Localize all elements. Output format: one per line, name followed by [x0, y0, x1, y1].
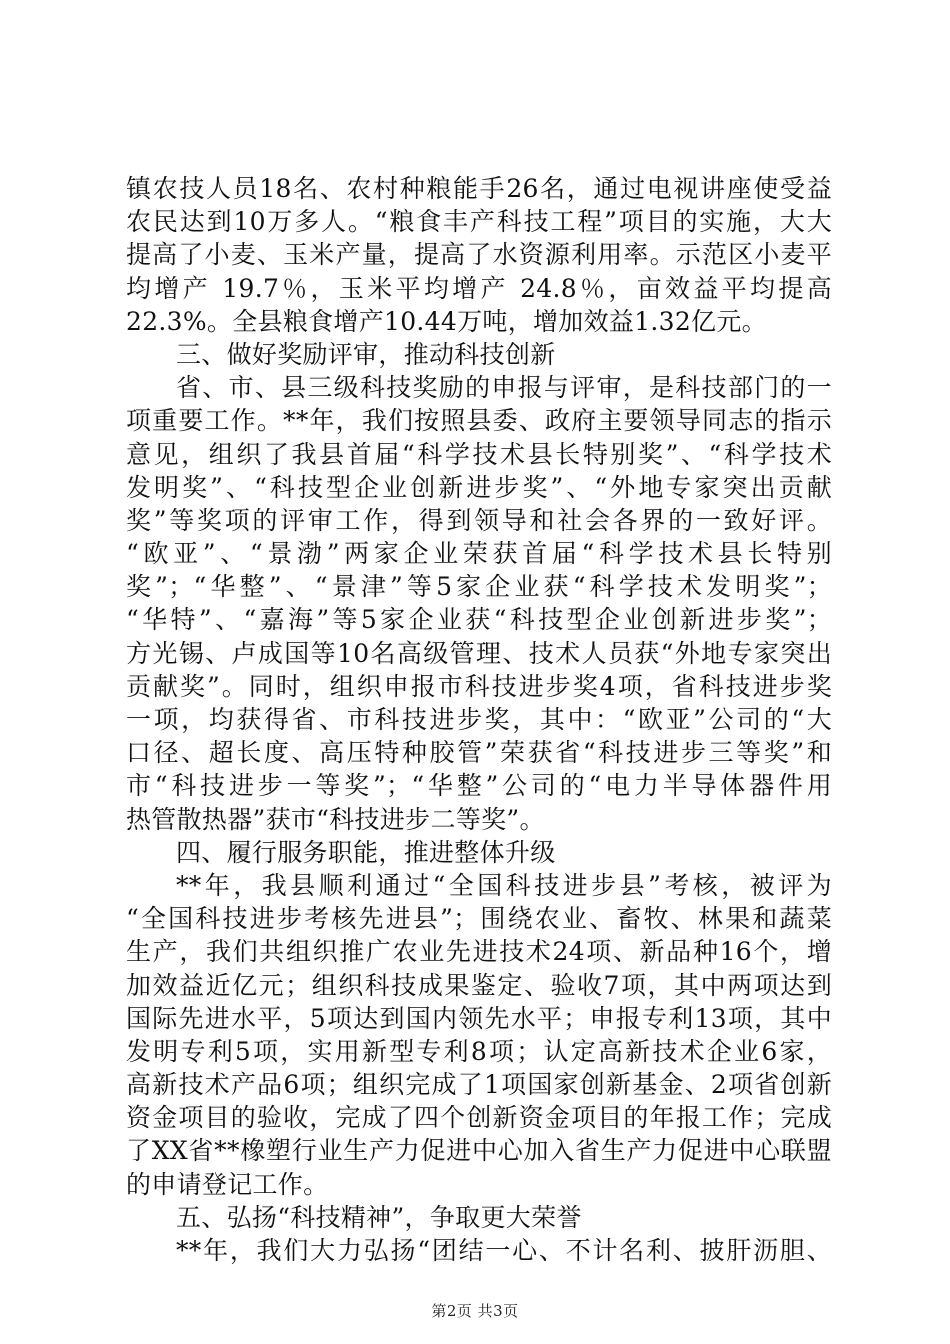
text-line: 一项，均获得省、市科技进步奖，其中：“欧亚”公司的“大 [126, 705, 832, 734]
text-line: **年，我县顺利通过“全国科技进步县”考核，被评为 [176, 870, 832, 900]
text-line: “欧亚”、“景渤”两家企业荣获首届“科学技术县长特别 [126, 539, 832, 569]
text-line: “华特”、“嘉海”等5家企业获“科技型企业创新进步奖”； [126, 605, 832, 635]
text-line: 贡献奖”。同时，组织申报市科技进步奖4项，省科技进步奖 [126, 671, 832, 701]
text-line: 发明奖”、“科技型企业创新进步奖”、“外地专家突出贡献 [126, 472, 832, 502]
text-line: 奖”等奖项的评审工作，得到领导和社会各界的一致好评。 [126, 505, 832, 535]
text-line: 的申请登记工作。 [126, 1169, 329, 1199]
text-line: 项重要工作。**年，我们按照县委、政府主要领导同志的指示 [126, 406, 832, 436]
text-line: 农民达到10万多人。“粮食丰产科技工程”项目的实施，大大 [126, 207, 832, 237]
text-line: 加效益近亿元；组织科技成果鉴定、验收7项，其中两项达到 [126, 970, 832, 1000]
text-line: 省、市、县三级科技奖励的申报与评审，是科技部门的一 [176, 373, 832, 403]
text-line: 方光锡、卢成国等10名高级管理、技术人员获“外地专家突出 [126, 638, 832, 668]
section-heading: 四、履行服务职能，推进整体升级 [176, 837, 556, 867]
text-line: “全国科技进步考核先进县”；围绕农业、畜牧、林果和蔬菜 [126, 904, 832, 934]
text-line: 镇农技人员18名、农村种粮能手26名，通过电视讲座使受益 [126, 174, 832, 203]
text-line: 市“科技进步一等奖”；“华整”公司的“电力半导体器件用 [126, 771, 832, 801]
text-line: 22.3%。全县粮食增产10.44万吨，增加效益1.32亿元。 [126, 306, 767, 336]
text-line: 均增产 19.7％，玉米平均增产 24.8％，亩效益平均提高 [126, 273, 832, 303]
text-line: 资金项目的验收，完成了四个创新资金项目的年报工作；完成 [126, 1103, 832, 1133]
text-line: 热管散热器”获市“科技进步二等奖”。 [126, 804, 545, 834]
text-line: 提高了小麦、玉米产量，提高了水资源利用率。示范区小麦平 [126, 240, 832, 270]
text-line: 生产，我们共组织推广农业先进技术24项、新品种16个，增 [126, 937, 832, 967]
text-line: **年，我们大力弘扬“团结一心、不计名利、披肝沥胆、 [176, 1236, 832, 1265]
text-line: 了XX省**橡塑行业生产力促进中心加入省生产力促进中心联盟 [126, 1136, 832, 1166]
text-line: 奖”；“华整”、“景津”等5家企业获“科学技术发明奖”； [126, 572, 832, 602]
page-footer: 第2页 共3页 [431, 1302, 519, 1320]
document-body [126, 172, 832, 1267]
text-line: 口径、超长度、高压特种胶管”荣获省“科技进步三等奖”和 [126, 738, 832, 768]
text-line: 意见，组织了我县首届“科学技术县长特别奖”、“科学技术 [126, 439, 832, 469]
section-heading: 五、弘扬“科技精神”，争取更大荣誉 [176, 1202, 582, 1232]
text-line: 发明专利5项，实用新型专利8项；认定高新技术企业6家， [126, 1036, 832, 1066]
text-line: 国际先进水平，5项达到国内领先水平；申报专利13项，其中 [126, 1003, 832, 1033]
section-heading: 三、做好奖励评审，推动科技创新 [176, 339, 556, 369]
text-line: 高新技术产品6项；组织完成了1项国家创新基金、2项省创新 [126, 1070, 832, 1100]
